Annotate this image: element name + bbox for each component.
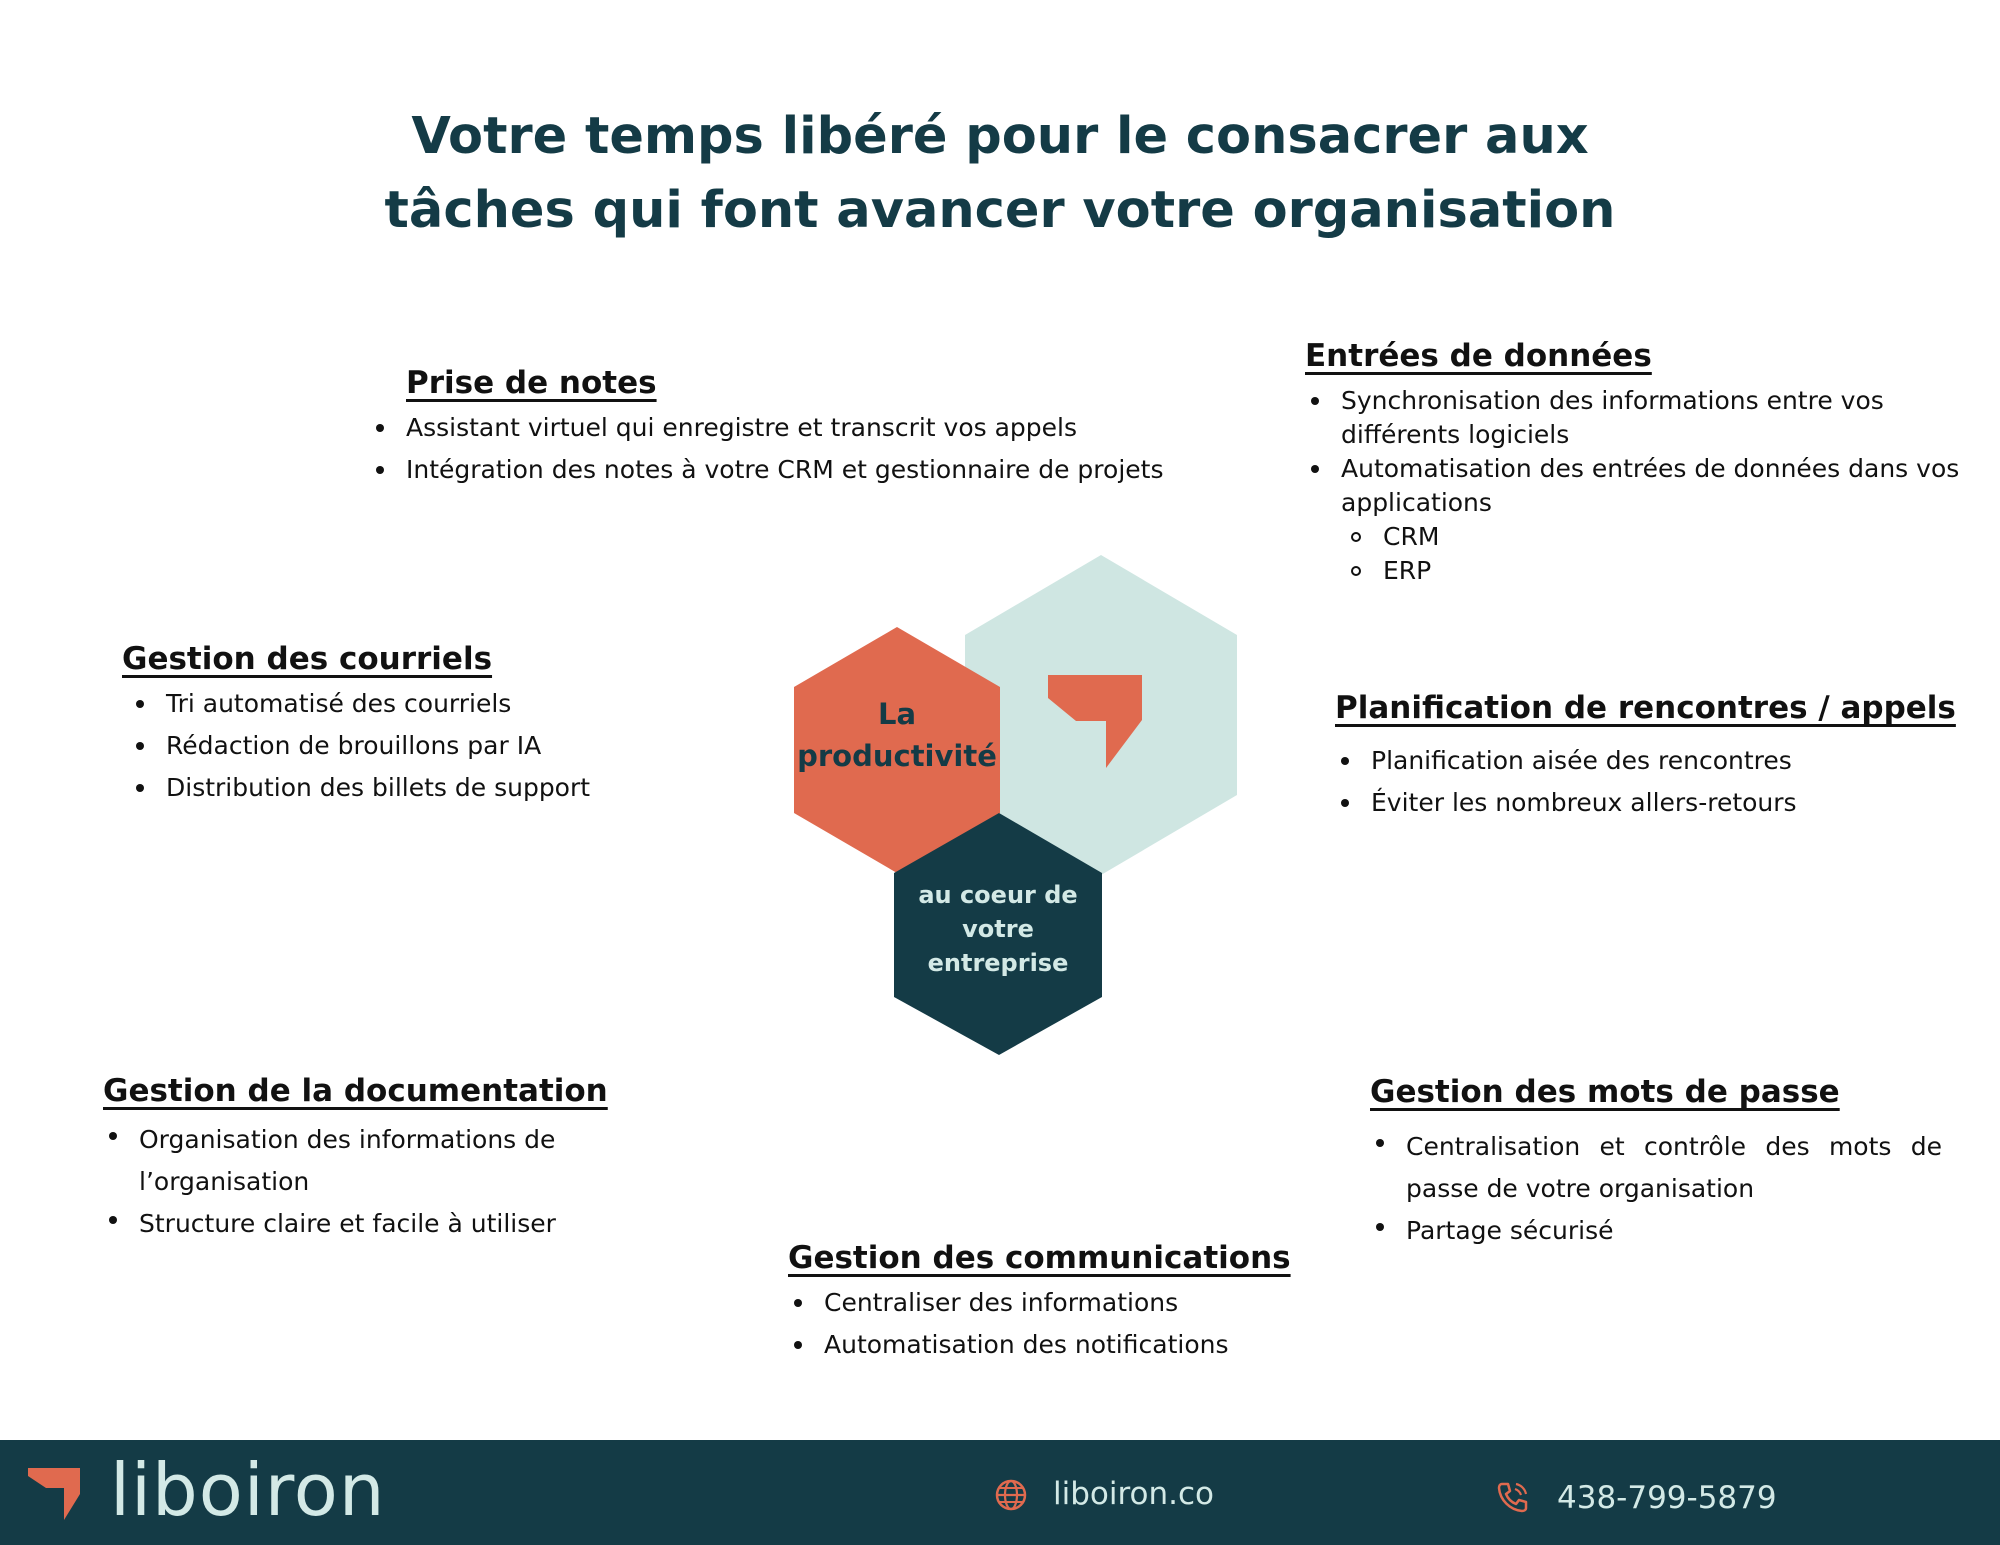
- list-item: Centralisation et contrôle des mots de passe de votre organisation: [1370, 1126, 1942, 1210]
- list-item: Partage sécurisé: [1370, 1210, 1942, 1252]
- bullet-list: [1335, 744, 1956, 820]
- section-heading: Gestion des mots de passe: [1370, 1074, 1840, 1110]
- phone-icon: [1496, 1480, 1530, 1514]
- dark-label-line-1: au coeur de: [918, 881, 1078, 909]
- hexagon-svg: [770, 545, 1250, 1065]
- orange-label-line-1: La: [877, 697, 917, 731]
- list-item: Organisation des informations de l’organisation: [103, 1119, 603, 1203]
- bullet-list: [1370, 1126, 1942, 1252]
- list-item: Distribution des billets de support: [130, 771, 590, 805]
- section-gestion-des-courriels: [122, 641, 590, 813]
- globe-icon: [994, 1478, 1028, 1512]
- logo-mark-icon: [26, 1466, 82, 1522]
- list-item: Structure claire et facile à utiliser: [103, 1203, 603, 1245]
- list-item: Assistant virtuel qui enregistre et transcrit vos appels: [370, 411, 1163, 445]
- sub-list-item: CRM: [1341, 520, 1965, 554]
- section-planification: [1335, 690, 1956, 828]
- brand-name: liboiron: [110, 1448, 386, 1532]
- dark-label-line-3: entreprise: [927, 949, 1069, 977]
- list-item: Automatisation des entrées de données dans vos applications: [1305, 452, 1965, 520]
- title-line-2: tâches qui font avancer votre organisation: [384, 181, 1616, 240]
- section-entrees-de-donnees: [1305, 338, 1965, 588]
- list-item: Automatisation des notifications: [788, 1328, 1291, 1362]
- section-heading: Planification de rencontres / appels: [1335, 690, 1956, 726]
- bullet-list: [788, 1286, 1291, 1362]
- dark-hexagon-label: [894, 878, 1102, 980]
- page-title: [0, 100, 2000, 248]
- section-gestion-communications: [788, 1240, 1291, 1370]
- title-line-1: Votre temps libéré pour le consacrer aux: [411, 107, 1589, 166]
- sub-bullet-list: [1341, 520, 1965, 588]
- list-item: Tri automatisé des courriels: [130, 687, 590, 721]
- phone-number[interactable]: 438-799-5879: [1557, 1480, 1777, 1516]
- orange-hexagon-label: [794, 693, 1000, 777]
- bullet-list: [130, 687, 590, 805]
- list-item: Planification aisée des rencontres: [1335, 744, 1956, 778]
- section-heading: Entrées de données: [1305, 338, 1652, 374]
- footer-bar: [0, 1440, 2000, 1545]
- list-item: Centraliser des informations: [788, 1286, 1291, 1320]
- list-item: Rédaction de brouillons par IA: [130, 729, 590, 763]
- list-item: Synchronisation des informations entre vos différents logiciels: [1305, 384, 1965, 452]
- section-heading: Gestion des communications: [788, 1240, 1291, 1276]
- section-prise-de-notes: [370, 365, 1163, 495]
- list-item: Éviter les nombreux allers-retours: [1335, 786, 1956, 820]
- section-heading: Prise de notes: [406, 365, 657, 401]
- dark-label-line-2: votre: [962, 915, 1034, 943]
- website-link[interactable]: liboiron.co: [1053, 1476, 1215, 1512]
- hexagon-graphic: [770, 545, 1250, 1069]
- section-gestion-documentation: [103, 1073, 608, 1245]
- bullet-list: [370, 411, 1163, 487]
- list-item: Intégration des notes à votre CRM et gestionnaire de projets: [370, 453, 1163, 487]
- section-heading: Gestion de la documentation: [103, 1073, 608, 1109]
- orange-label-line-2: productivité: [797, 739, 997, 773]
- bullet-list: [1305, 384, 1965, 520]
- bullet-list: [103, 1119, 603, 1245]
- section-gestion-mots-de-passe: [1370, 1074, 1942, 1252]
- sub-list-item: ERP: [1341, 554, 1965, 588]
- section-heading: Gestion des courriels: [122, 641, 493, 677]
